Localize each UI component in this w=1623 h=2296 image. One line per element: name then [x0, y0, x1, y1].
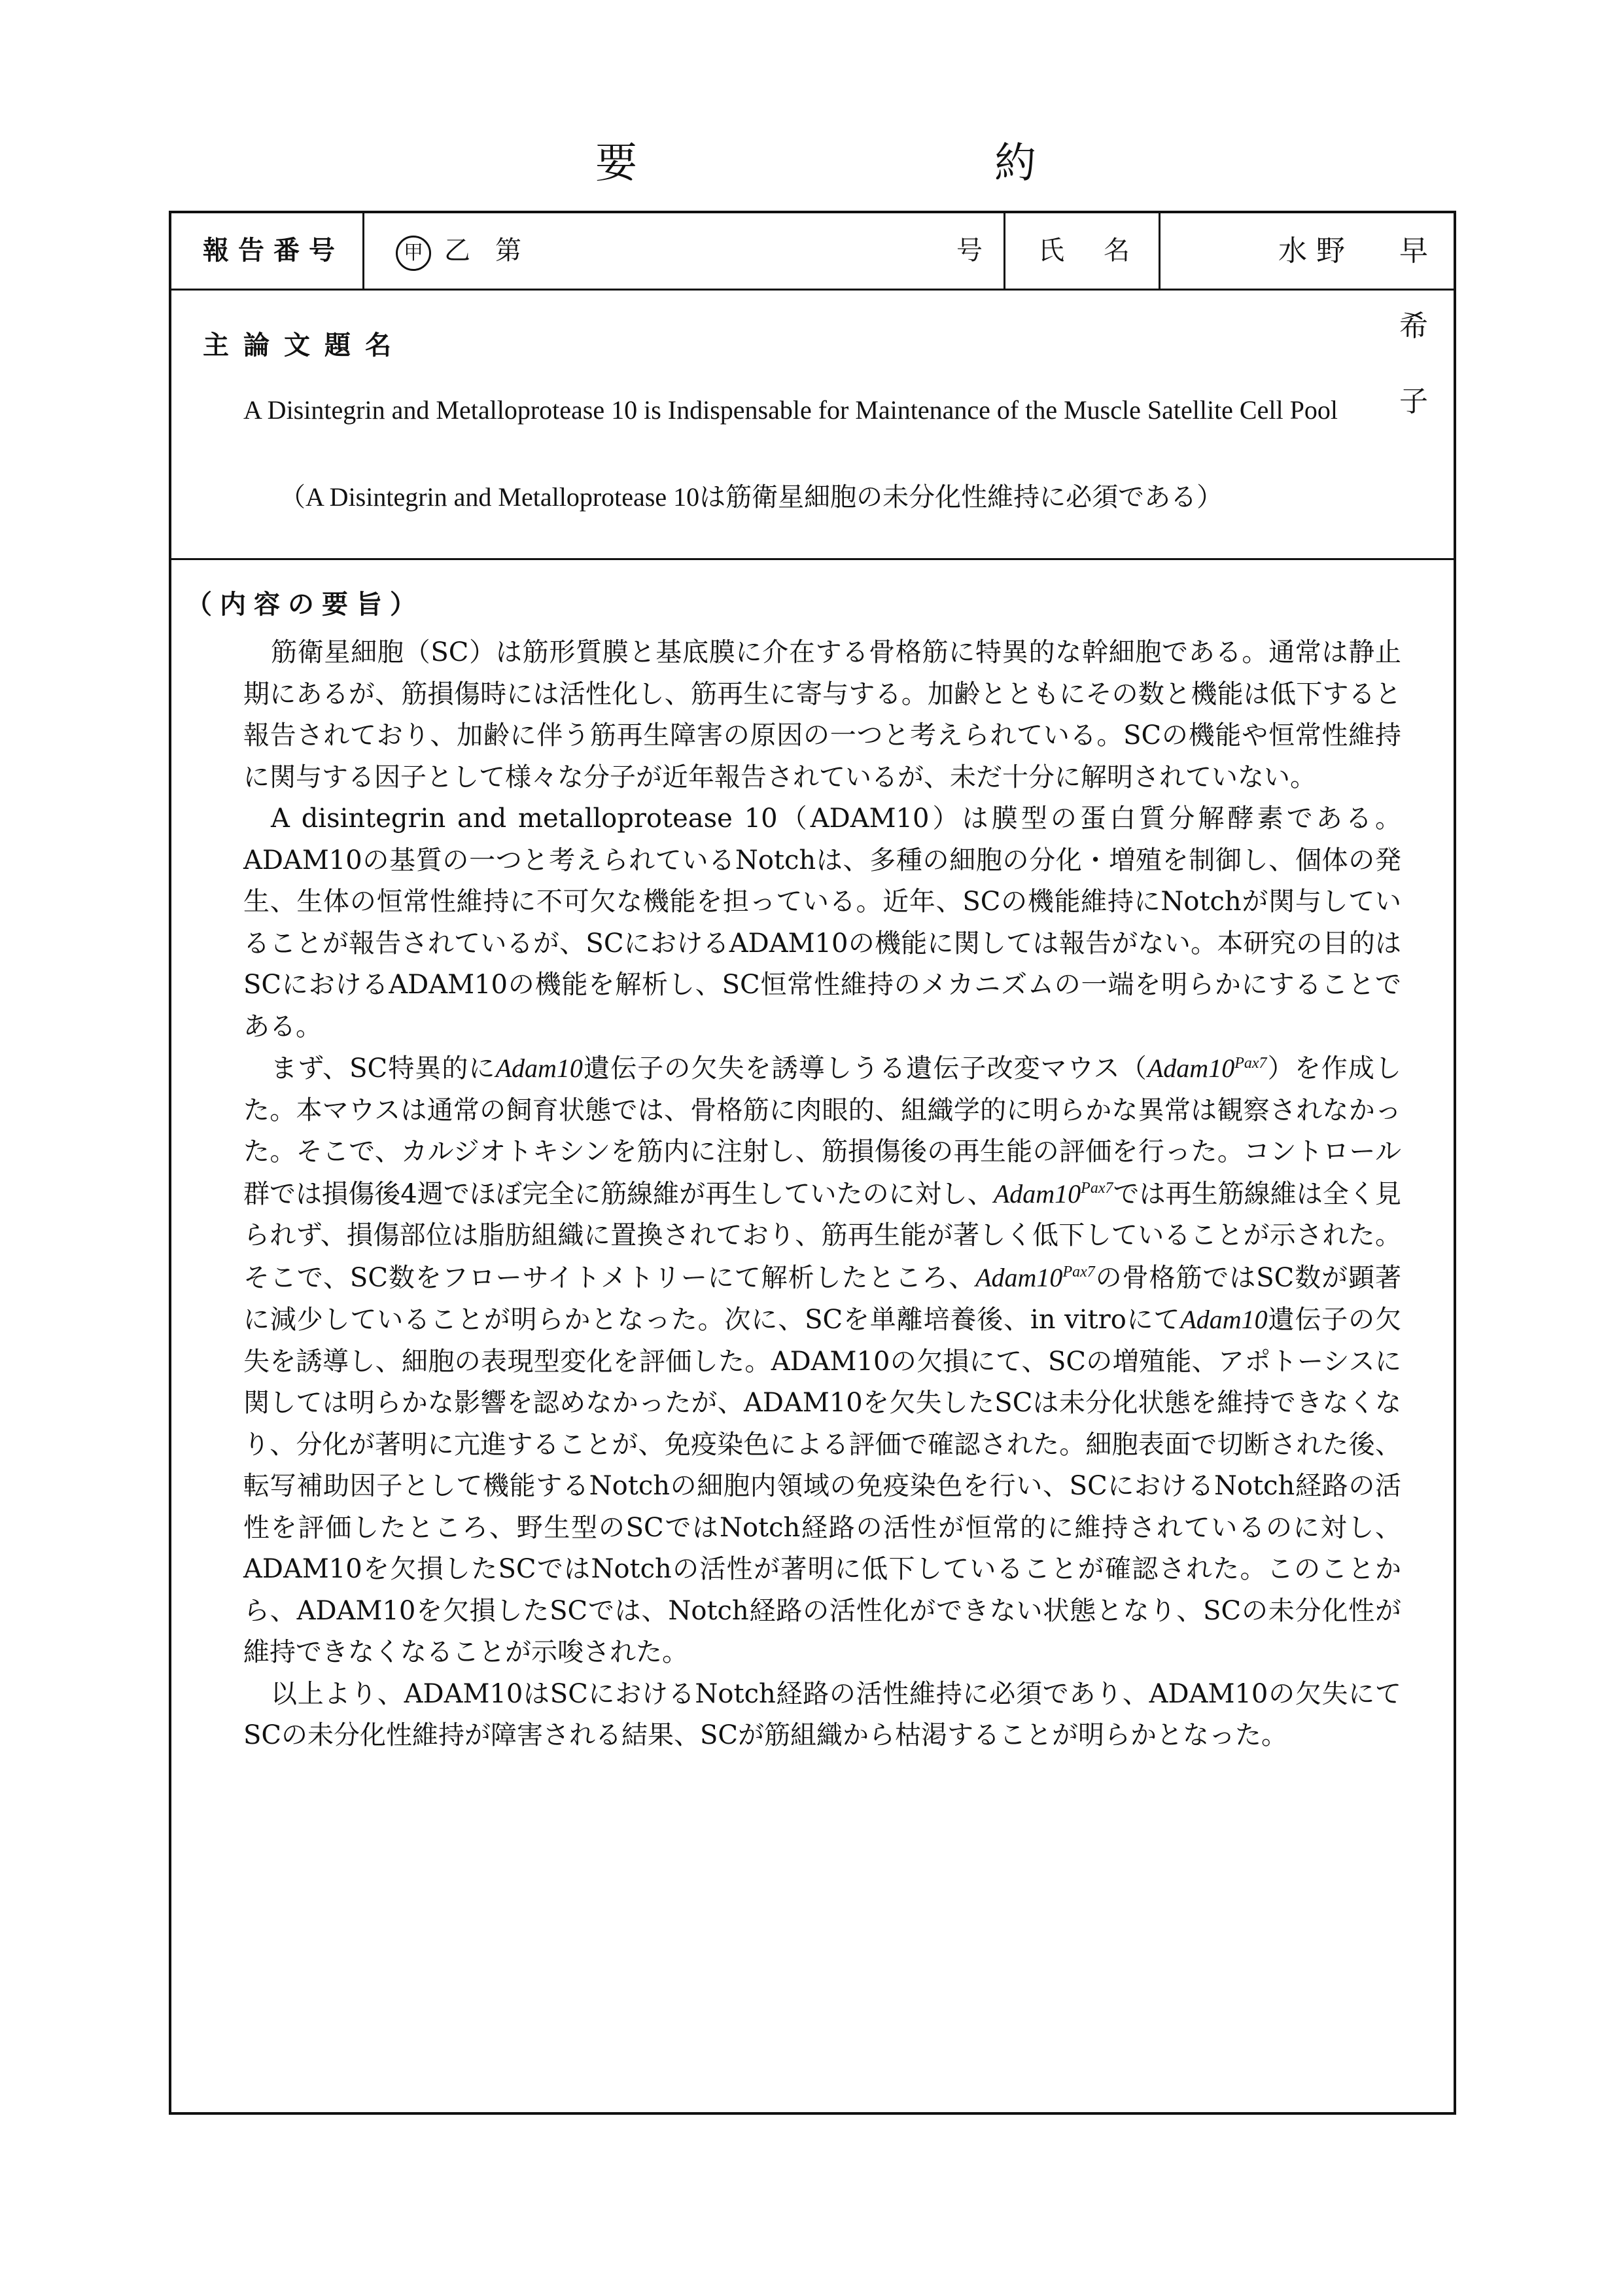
summary-paragraph-2: A disintegrin and metalloprotease 10（ADAM10）は膜型の蛋白質分解酵素である。ADAM10の基質の一つと考えられているNotchは、多種の細胞の分化・増殖を制御し、個体の発生、生体の恒常性維持に不可欠な機能を担っている。近年、SCの機能維持にNotchが関与していることが報告されているが、SCにおけるADAM10の機能に関しては報告がない。本研究の目的はSCにおけるADAM10の機能を解析し、SC恒常性維持のメカニズムの一端を明らかにすることである。 — [243, 804, 1401, 1042]
mouse-name: Adam10 — [975, 1262, 1063, 1292]
summary-paragraph-3 — [243, 1048, 1401, 1674]
gene-adam10: Adam10 — [1180, 1305, 1268, 1334]
name-family: 水野 — [1278, 234, 1354, 268]
mouse-name: Adam10 — [993, 1178, 1081, 1209]
report-number-cell — [364, 213, 1005, 289]
thesis-title-english: A Disintegrin and Metalloprotease 10 is Indispensable for Maintenance of the Muscle Satellite Cell Pool — [243, 395, 1338, 425]
name-label-cell — [1005, 213, 1161, 289]
p3-text-b: 遺伝子の欠失を誘導しうる遺伝子改変マウス（ — [582, 1053, 1147, 1084]
name-cell — [1161, 213, 1456, 418]
report-number-label-cell — [171, 213, 364, 289]
thesis-title-label: 主論文題名 — [203, 330, 406, 361]
name-label-mei: 名 — [1104, 236, 1130, 266]
gene-adam10: Adam10 — [495, 1053, 583, 1083]
circled-kou-mark: 甲 — [396, 236, 431, 271]
form-frame — [169, 211, 1456, 2115]
thesis-title-section — [171, 291, 1454, 560]
title-char-1: 要 — [595, 139, 637, 188]
mouse-superscript: Pax7 — [1234, 1054, 1267, 1072]
p3-text-e: の骨格筋ではSC数が顕著に減少していることが明らかとなった。次に、SCを単離培養後、in vitroにて — [243, 1262, 1401, 1335]
mouse-superscript: Pax7 — [1062, 1263, 1095, 1281]
dai-char: 第 — [495, 236, 521, 266]
document-title — [0, 134, 1623, 193]
p3-text-c: ）を作成した。本マウスは通常の飼育状態では、骨格筋に肉眼的、組織学的に明らかな異常は観察されなかった。そこで、カルジオトキシンを筋内に注射し、筋損傷後の再生能の評価を行った。コントロール群では損傷後4週でほぼ完全に筋線維が再生していたのに対し、 — [243, 1053, 1402, 1209]
mouse-name: Adam10 — [1147, 1053, 1235, 1083]
p3-text-f: 遺伝子の欠失を誘導し、細胞の表現型変化を評価した。ADAM10の欠損にて、SCの増殖能、アポトーシスに関しては明らかな影響を認めなかったが、ADAM10を欠失したSCは未分化状態を維持できなくなり、分化が著明に亢進することが、免疫染色による評価で確認された。細胞表面で切断された後、転写補助因子として機能するNotchの細胞内領域の免疫染色を行い、SCにおけるNotch経路の活性を評価したところ、野生型のSCではNotch経路の活性が恒常的に維持されているのに対し、ADAM10を欠損したSCではNotchの活性が著明に低下していることが確認された。このことから、ADAM10を欠損したSCでは、Notch経路の活性化ができない状態となり、SCの未分化性が維持できなくなることが示唆された。 — [243, 1305, 1401, 1667]
name-given: 早希子 — [1399, 234, 1437, 418]
mouse-superscript: Pax7 — [1081, 1180, 1113, 1197]
report-number-label: 報告番号 — [203, 236, 344, 266]
name-label-shi: 氏 — [1038, 236, 1064, 266]
p3-text-d: では再生筋線維は全く見られず、損傷部位は脂肪組織に置換されており、筋再生能が著しく低下していることが示された。そこで、SC数をフローサイトメトリーにて解析したところ、 — [243, 1178, 1402, 1293]
summary-paragraph-4: 以上より、ADAM10はSCにおけるNotch経路の活性維持に必須であり、ADAM10の欠失にてSCの未分化性維持が障害される結果、SCが筋組織から枯渇することが明らかとなった。 — [243, 1678, 1401, 1750]
title-char-2: 約 — [994, 139, 1036, 188]
summary-label: （内容の要旨） — [186, 590, 424, 620]
thesis-title-japanese: （A Disintegrin and Metalloprotease 10は筋衛星細胞の未分化性維持に必須である） — [279, 482, 1223, 512]
summary-paragraph-1: 筋衛星細胞（SC）は筋形質膜と基底膜に介在する骨格筋に特異的な幹細胞である。通常は静止期にあるが、筋損傷時には活性化し、筋再生に寄与する。加齢とともにその数と機能は低下すると報告されており、加齢に伴う筋再生障害の原因の一つと考えられている。SCの機能や恒常性維持に関与する因子として様々な分子が近年報告されているが、未だ十分に解明されていない。 — [243, 637, 1401, 792]
p3-text-a: まず、SC特異的に — [271, 1053, 496, 1084]
otsu-char: 乙 — [444, 236, 470, 266]
gou-char: 号 — [956, 236, 983, 266]
summary-body — [243, 632, 1401, 1757]
